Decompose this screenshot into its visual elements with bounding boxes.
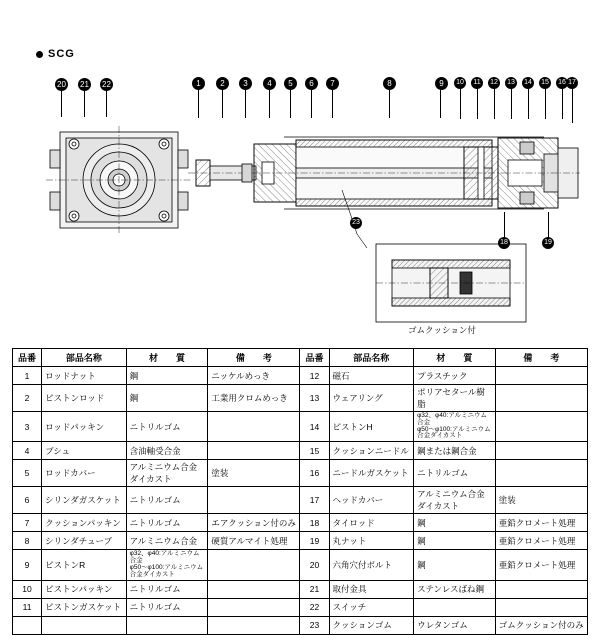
leader-15 (545, 89, 546, 119)
cell-remark: 硬質アルマイト処理 (208, 532, 300, 550)
cell-no: 15 (300, 442, 329, 460)
cell-material: アルミニウム合金ダイカスト (126, 460, 208, 487)
table-row (13, 460, 588, 487)
cell-no: 4 (13, 442, 42, 460)
cell-name: ヘッドカバー (329, 487, 414, 514)
table-row (13, 580, 588, 598)
cell-material: ニトリルゴム (126, 412, 208, 442)
leader-6 (311, 90, 312, 118)
cell-material: 鋼 (414, 532, 496, 550)
cell-name: クッションニードル (329, 442, 414, 460)
th-material-left: 材 質 (126, 349, 208, 367)
cell-material: 鋼 (414, 514, 496, 532)
table-row (13, 616, 588, 634)
cell-no: 19 (300, 532, 329, 550)
cell-no: 1 (13, 367, 42, 385)
detail-caption: ゴムクッション付 (408, 325, 476, 335)
callout-5: 5 (284, 77, 297, 90)
cell-name: ピストンH (329, 412, 414, 442)
th-no-left: 品番 (13, 349, 42, 367)
cell-name: ウェアリング (329, 385, 414, 412)
cell-remark (495, 598, 587, 616)
cell-name: ニードルガスケット (329, 460, 414, 487)
cell-material: ウレタンゴム (414, 616, 496, 634)
leader-14 (528, 89, 529, 119)
cell-no: 17 (300, 487, 329, 514)
cell-material (414, 412, 496, 442)
cell-no: 3 (13, 412, 42, 442)
cell-material: 鋼または鋼合金 (414, 442, 496, 460)
callout-15: 15 (539, 77, 551, 89)
cell-remark: 亜鉛クロメート処理 (495, 550, 587, 580)
cell-material: ニトリルゴム (126, 487, 208, 514)
th-remark-right: 備 考 (495, 349, 587, 367)
cell-material: ニトリルゴム (126, 514, 208, 532)
cell-no: 22 (300, 598, 329, 616)
leader-18 (504, 212, 505, 238)
callout-2: 2 (216, 77, 229, 90)
cell-name: ブシュ (42, 442, 127, 460)
leader-20 (61, 91, 62, 117)
cell-no: 10 (13, 580, 42, 598)
cell-material: アルミニウム合金 (126, 532, 208, 550)
cell-no: 16 (300, 460, 329, 487)
leader-10 (460, 89, 461, 119)
cell-remark (495, 442, 587, 460)
cell-name: ピストンパッキン (42, 580, 127, 598)
callout-20: 20 (55, 78, 68, 91)
cell-name: シリンダガスケット (42, 487, 127, 514)
cell-material: アルミニウム合金ダイカスト (414, 487, 496, 514)
cell-remark (495, 367, 587, 385)
table-row (13, 514, 588, 532)
table-row (13, 550, 588, 580)
cell-name: ロッドカバー (42, 460, 127, 487)
cell-name: 磁石 (329, 367, 414, 385)
table-row (13, 598, 588, 616)
leader-2 (222, 90, 223, 118)
cell-no-empty (13, 616, 42, 634)
cell-remark: 工業用クロムめっき (208, 385, 300, 412)
callout-14: 14 (522, 77, 534, 89)
cell-no: 18 (300, 514, 329, 532)
cell-name: スイッチ (329, 598, 414, 616)
callout-3: 3 (239, 77, 252, 90)
cell-remark (208, 487, 300, 514)
cell-material (126, 550, 208, 580)
leader-13 (511, 89, 512, 119)
parts-table (12, 348, 588, 635)
cell-name-empty (42, 616, 127, 634)
table-row (13, 532, 588, 550)
table-row (13, 367, 588, 385)
cell-name: 取付金具 (329, 580, 414, 598)
cell-material-line2: φ50〜φ100:アルミニウム合金ダイカスト (129, 563, 204, 578)
leader-21 (84, 91, 85, 117)
cell-remark: 塗装 (208, 460, 300, 487)
cell-material: 含油軸受合金 (126, 442, 208, 460)
leader-11 (477, 89, 478, 119)
cell-remark: 亜鉛クロメート処理 (495, 532, 587, 550)
cell-material-line1: φ32、φ40:アルミニウム合金 (417, 412, 487, 426)
cell-name: 六角穴付ボルト (329, 550, 414, 580)
cell-no: 13 (300, 385, 329, 412)
th-name-right: 部品名称 (329, 349, 414, 367)
cell-name: クッションパッキン (42, 514, 127, 532)
cell-material: ニトリルゴム (414, 460, 496, 487)
callout-13: 13 (505, 77, 517, 89)
leader-17 (572, 89, 573, 123)
cell-name: 丸ナット (329, 532, 414, 550)
leader-9 (440, 90, 441, 118)
callout-16: 16 (556, 77, 568, 89)
cell-material-line1: φ32、φ40:アルミニウム合金 (129, 550, 200, 565)
leader-4 (269, 90, 270, 118)
callout-22: 22 (100, 78, 113, 91)
cell-material: プラスチック (414, 367, 496, 385)
series-label: SCG (48, 48, 75, 60)
cylinder-cross-section-svg (20, 62, 580, 337)
cell-name: ロッドパッキン (42, 412, 127, 442)
cell-remark (208, 550, 300, 580)
cell-no: 2 (13, 385, 42, 412)
cell-name: ピストンガスケット (42, 598, 127, 616)
cell-remark: 塗装 (495, 487, 587, 514)
cell-no: 5 (13, 460, 42, 487)
cell-no: 6 (13, 487, 42, 514)
cell-material: ポリアセタール樹脂 (414, 385, 496, 412)
callout-9: 9 (435, 77, 448, 90)
cell-remark (495, 412, 587, 442)
series-title (36, 48, 75, 60)
cell-no: 21 (300, 580, 329, 598)
cell-no: 12 (300, 367, 329, 385)
table-row (13, 412, 588, 442)
cell-remark (495, 385, 587, 412)
leader-19 (548, 212, 549, 238)
cell-name: ロッドナット (42, 367, 127, 385)
cell-remark (208, 442, 300, 460)
cell-name: ピストンロッド (42, 385, 127, 412)
callout-11: 11 (471, 77, 483, 89)
table-row (13, 385, 588, 412)
cell-remark (495, 460, 587, 487)
callout-23: 23 (350, 217, 362, 229)
leader-5 (290, 90, 291, 118)
cell-remark (208, 580, 300, 598)
callout-1: 1 (192, 77, 205, 90)
cell-remark (208, 598, 300, 616)
cell-name: タイロッド (329, 514, 414, 532)
callout-10: 10 (454, 77, 466, 89)
cell-material: 鋼 (126, 367, 208, 385)
callout-4: 4 (263, 77, 276, 90)
cell-material: ステンレスばね鋼 (414, 580, 496, 598)
th-remark-left: 備 考 (208, 349, 300, 367)
callout-12: 12 (488, 77, 500, 89)
table-header-row (13, 349, 588, 367)
cell-no: 11 (13, 598, 42, 616)
cell-remark: エアクッション付のみ (208, 514, 300, 532)
callout-18: 18 (498, 237, 510, 249)
cell-material: 鋼 (126, 385, 208, 412)
leader-7 (332, 90, 333, 118)
cell-material: ニトリルゴム (126, 598, 208, 616)
callout-7: 7 (326, 77, 339, 90)
leader-1 (198, 90, 199, 118)
cell-name: シリンダチューブ (42, 532, 127, 550)
cell-remark: ゴムクッション付のみ (495, 616, 587, 634)
cell-no: 20 (300, 550, 329, 580)
th-name-left: 部品名称 (42, 349, 127, 367)
callout-19: 19 (542, 237, 554, 249)
cell-remark (208, 412, 300, 442)
leader-3 (245, 90, 246, 118)
cell-material-empty (126, 616, 208, 634)
cell-material-line2: φ50〜φ100:アルミニウム合金ダイカスト (417, 425, 491, 440)
callout-21: 21 (78, 78, 91, 91)
th-material-right: 材 質 (414, 349, 496, 367)
cell-material: ニトリルゴム (126, 580, 208, 598)
callout-8: 8 (383, 77, 396, 90)
leader-22 (106, 91, 107, 117)
table-row (13, 442, 588, 460)
cell-no: 14 (300, 412, 329, 442)
cell-remark: ニッケルめっき (208, 367, 300, 385)
cell-remark: 亜鉛クロメート処理 (495, 514, 587, 532)
callout-6: 6 (305, 77, 318, 90)
cell-no: 9 (13, 550, 42, 580)
cell-no: 8 (13, 532, 42, 550)
cell-material (414, 598, 496, 616)
callout-17: 17 (566, 77, 578, 89)
leader-8 (389, 90, 390, 118)
cell-remark (495, 580, 587, 598)
th-no-right: 品番 (300, 349, 329, 367)
cell-material: 鋼 (414, 550, 496, 580)
table-row (13, 487, 588, 514)
cell-no: 7 (13, 514, 42, 532)
leader-12 (494, 89, 495, 119)
cell-name: クッションゴム (329, 616, 414, 634)
leader-16 (562, 89, 563, 119)
bullet-icon (36, 51, 43, 58)
cell-no: 23 (300, 616, 329, 634)
cell-name: ピストンR (42, 550, 127, 580)
cell-remark-empty (208, 616, 300, 634)
assembly-drawing (20, 62, 580, 337)
